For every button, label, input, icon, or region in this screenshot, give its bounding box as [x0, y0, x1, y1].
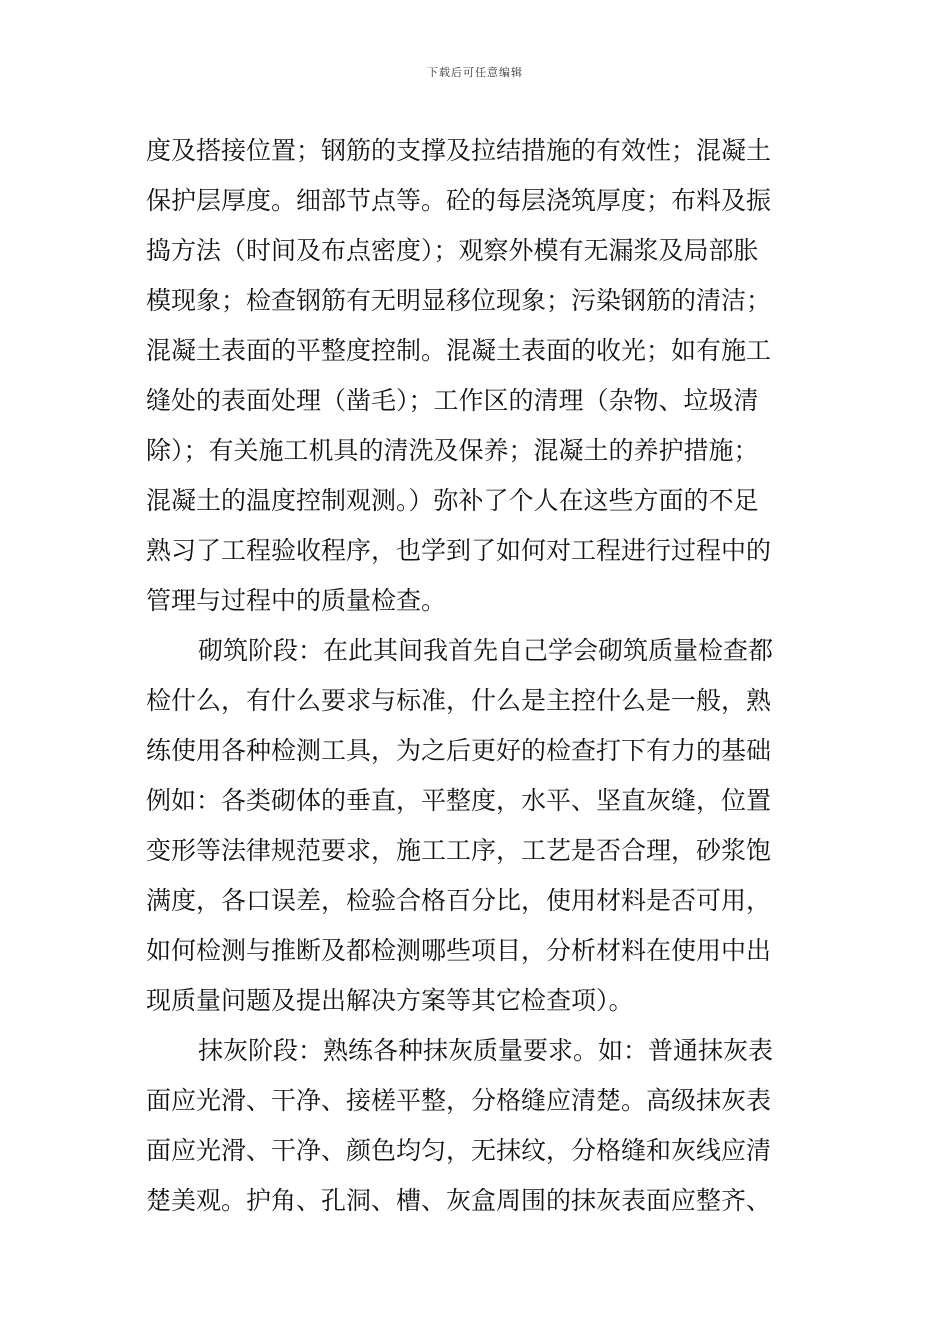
paragraph: [146, 626, 808, 1026]
text-line: 楚美观。护角、孔洞、槽、灰盒周围的抹灰表面应整齐、: [146, 1186, 772, 1215]
page-header: 下载后可任意编辑: [427, 66, 523, 79]
text-line: 面应光滑、干净、接槎平整，分格缝应清楚。高级抹灰表: [146, 1086, 772, 1115]
text-line: 模现象；检查钢筋有无明显移位现象；污染钢筋的清洁；: [146, 286, 772, 315]
text-line: 混凝土表面的平整度控制。混凝土表面的收光；如有施工: [146, 336, 772, 365]
text-line: 保护层厚度。细部节点等。砼的每层浇筑厚度；布料及振: [146, 186, 772, 215]
text-line: 现质量问题及提出解决方案等其它检查项）。: [146, 986, 634, 1015]
text-line: 除）；有关施工机具的清洗及保养；混凝土的养护措施；: [146, 436, 759, 465]
document-body: [146, 126, 808, 1226]
text-line: 缝处的表面处理（凿毛）；工作区的清理（杂物、垃圾清: [146, 386, 759, 415]
paragraph: [146, 126, 808, 626]
text-line: 变形等法律规范要求，施工工序，工艺是否合理，砂浆饱: [146, 836, 772, 865]
text-line: 捣方法（时间及布点密度）；观察外模有无漏浆及局部胀: [146, 236, 759, 265]
text-line: 例如：各类砌体的垂直，平整度，水平、坚直灰缝，位置: [146, 786, 772, 815]
text-line: 练使用各种检测工具，为之后更好的检查打下有力的基础: [146, 736, 772, 765]
text-line: 抹灰阶段：熟练各种抹灰质量要求。如：普通抹灰表: [198, 1036, 774, 1065]
text-line: 满度，各口误差，检验合格百分比，使用材料是否可用，: [146, 886, 772, 915]
text-line: 面应光滑、干净、颜色均匀，无抹纹，分格缝和灰线应清: [146, 1136, 772, 1165]
text-line: 度及搭接位置；钢筋的支撑及拉结措施的有效性；混凝土: [146, 136, 772, 165]
text-line: 管理与过程中的质量检查。: [146, 586, 447, 615]
text-line: 如何检测与推断及都检测哪些项目，分析材料在使用中出: [146, 936, 772, 965]
text-line: 砌筑阶段：在此其间我首先自己学会砌筑质量检查都: [198, 636, 774, 665]
paragraph: [146, 1026, 808, 1226]
text-line: 熟习了工程验收程序，也学到了如何对工程进行过程中的: [146, 536, 772, 565]
text-line: 混凝土的温度控制观测。）弥补了个人在这些方面的不足: [146, 486, 759, 515]
text-line: 检什么，有什么要求与标准，什么是主控什么是一般，熟: [146, 686, 772, 715]
